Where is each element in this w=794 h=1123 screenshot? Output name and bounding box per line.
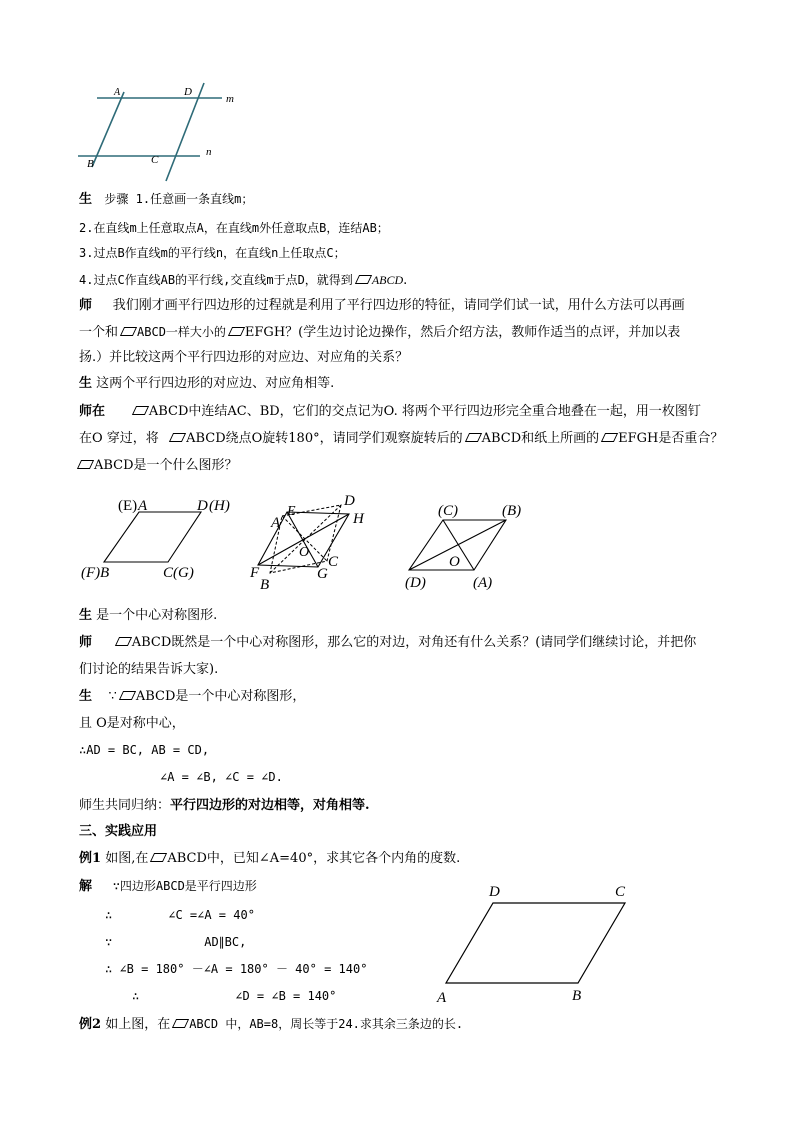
line-step4: 4.过点C作直线AB的平行线,交直线m于点D，就得到 ABCD. (79, 273, 408, 288)
label-b: B (572, 988, 582, 1004)
line-student-3c: ∴AD = BC, AB = CD, (79, 743, 210, 757)
label-f: F (250, 565, 260, 581)
label-a: A (138, 498, 148, 514)
line-teacher-3a: 师 ABCD既然是一个中心对称图形，那么它的对边，对角还有什么关系？(请同学们继续讨论，并把你 (79, 635, 697, 650)
label-a: A (271, 515, 281, 531)
section-heading: 三、实践应用 (79, 824, 158, 839)
parallelogram-icon (169, 433, 186, 442)
parallelogram-icon (172, 1019, 189, 1028)
label-h: H (353, 511, 364, 527)
label-d: D (489, 884, 500, 900)
parallelogram-icon (150, 853, 167, 862)
label-b: B (87, 158, 94, 170)
label-a: (A) (473, 575, 493, 591)
line-teacher-1a: 师 我们刚才画平行四边形的过程就是利用了平行四边形的特征，请同学们试一试，用什么方法可以再画 (79, 298, 685, 313)
label-f: (F) (81, 565, 101, 581)
line-student-3b: 且 O是对称中心， (79, 716, 185, 731)
line-solution-3: ∵ AD∥BC, (105, 935, 247, 949)
line-teacher-2a: 师在 ABCD中连结AC、BD，它们的交点记为O. 将两个平行四边形完全重合地叠在一起，用一枚图钉 (79, 404, 701, 419)
parallelogram-icon (77, 460, 94, 469)
label-d: D (184, 86, 192, 98)
label-a: A (114, 87, 121, 98)
line-example-1: 例1 如图,在 ABCD中，已知∠A=40°，求其它各个内角的度数. (79, 851, 461, 866)
parallelogram-icon (132, 406, 149, 415)
line-step2: 2.在直线m上任意取点A，在直线m外任意取点B，连结AB； (79, 221, 389, 235)
line-student-2: 生 是一个中心对称图形. (79, 608, 218, 623)
label-g: (G) (173, 565, 194, 581)
label-c: C (163, 565, 174, 581)
line-solution-2: ∴ ∠C =∠A = 40° (105, 908, 255, 922)
line-student-1: 生 这两个平行四边形的对应边、对应角相等. (79, 376, 335, 391)
parallelogram-icon (464, 433, 481, 442)
line-example-2: 例2 如上图，在 ABCD 中，AB=8，周长等于24.求其余三条边的长. (79, 1017, 464, 1032)
label-b: B (100, 565, 110, 581)
line-summary: 师生共同归纳：平行四边形的对边相等，对角相等. (79, 798, 370, 813)
label-n: n (206, 146, 212, 158)
parallelogram-icon (115, 637, 132, 646)
label-e: (E) (118, 498, 138, 514)
label-c: C (615, 884, 626, 900)
parallelogram-icon (355, 275, 372, 284)
label-c: C (151, 154, 159, 166)
label-b: B (260, 577, 270, 593)
label-o: O (299, 545, 310, 560)
line-student-3d: ∠A = ∠B, ∠C = ∠D. (160, 770, 283, 784)
line-student-3a: 生 ∵ ABCD是一个中心对称图形， (79, 689, 306, 704)
line-teacher-1c: 扬.）并比较这两个平行四边形的对应边、对应角的关系？ (79, 350, 409, 365)
label-c: (C) (438, 503, 458, 519)
label-b: (B) (502, 503, 522, 519)
line-solution-1: 解 ∵四边形ABCD是平行四边形 (79, 879, 257, 894)
line-teacher-1b: 一个和 ABCD一样大小的 EFGH？(学生边讨论边操作，然后介绍方法，教师作适当的点评，并加以表 (79, 325, 681, 340)
parallelogram-icon (601, 433, 618, 442)
parallelogram-icon (228, 327, 245, 336)
label-a: A (437, 990, 447, 1006)
label-e: E (287, 504, 296, 519)
line-solution-4: ∴ ∠B = 180° －∠A = 180° － 40° = 140° (105, 962, 368, 976)
label-d: D (197, 498, 208, 514)
label-g: G (317, 566, 328, 582)
label-d: D (344, 493, 355, 509)
label-h: (H) (209, 498, 230, 514)
line-teacher-3b: 们讨论的结果告诉大家). (79, 662, 219, 677)
label-d: (D) (405, 575, 426, 591)
line-step3: 3.过点B作直线m的平行线n，在直线n上任取点C； (79, 246, 346, 260)
line-solution-5: ∴ ∠D = ∠B = 140° (132, 989, 337, 1003)
line-teacher-2b: 在O 穿过，将 ABCD绕点O旋转180°，请同学们观察旋转后的 ABCD和纸上所画的 EFGH是否重合？ (79, 431, 724, 446)
line-step1: 生 步骤 1.任意画一条直线m； (79, 192, 254, 207)
label-o: O (449, 554, 460, 570)
parallelogram-icon (119, 691, 136, 700)
line-teacher-2c: ABCD是一个什么图形？ (79, 456, 238, 476)
label-m: m (226, 93, 234, 105)
parallelogram-icon (120, 327, 137, 336)
label-c: C (328, 554, 339, 570)
